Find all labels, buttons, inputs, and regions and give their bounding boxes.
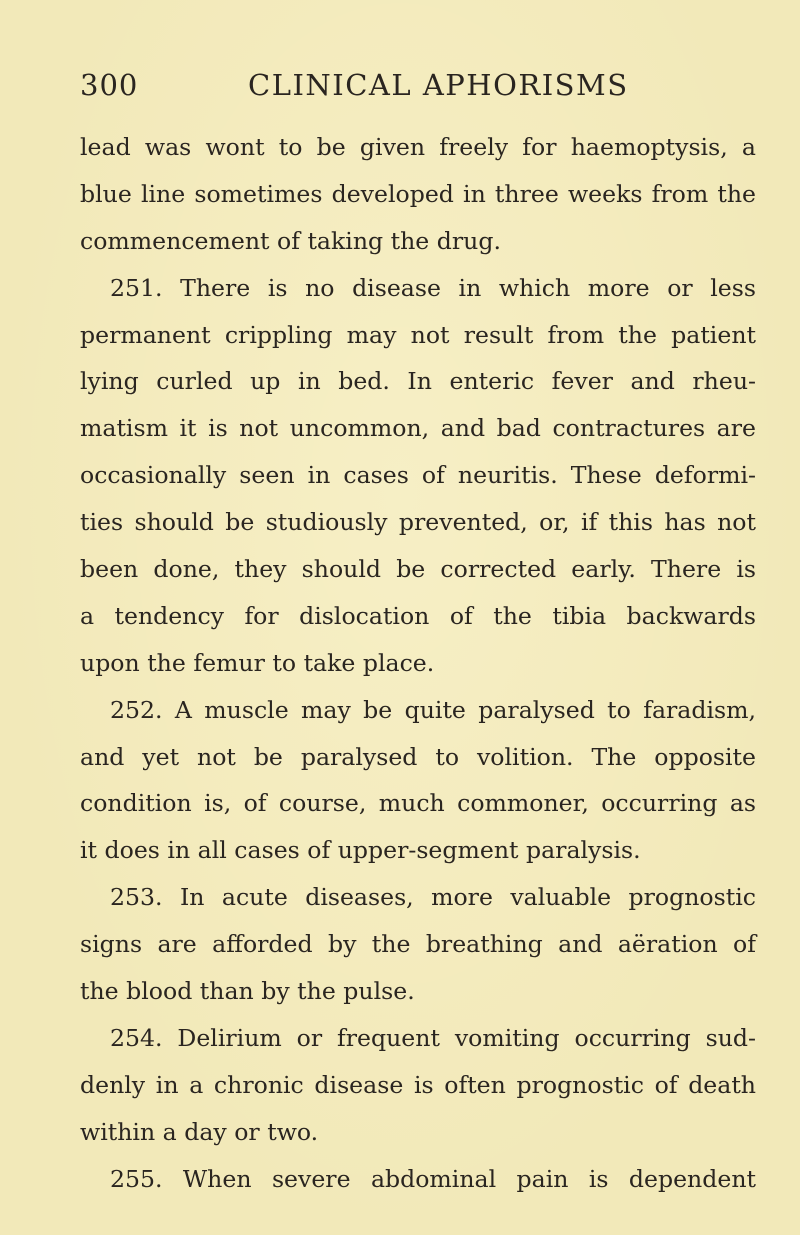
running-head xyxy=(80,68,740,108)
text-line: upon the femur to take place. xyxy=(80,648,435,677)
text-line: within a day or two. xyxy=(80,1117,319,1146)
text-line: matism it is not uncommon, and bad contractures are xyxy=(80,414,756,443)
text-line: condition is, of course, much commoner, occurring as xyxy=(80,789,756,818)
body-text xyxy=(80,124,756,1202)
text-line: lead was wont to be given freely for haemoptysis, a xyxy=(80,133,756,161)
aphorism-251-start: 251. There is no disease in which more or less xyxy=(110,273,756,302)
text-line: the blood than by the pulse. xyxy=(80,977,415,1006)
aphorism-255-start: 255. When severe abdominal pain is dependent xyxy=(110,1164,756,1193)
text-line: occasionally seen in cases of neuritis. These deformi- xyxy=(80,461,756,490)
aphorism-252-start: 252. A muscle may be quite paralysed to faradism, xyxy=(110,695,756,724)
text-line: blue line sometimes developed in three weeks from the xyxy=(80,179,756,208)
text-line: a tendency for dislocation of the tibia backwards xyxy=(80,601,756,630)
text-line: lying curled up in bed. In enteric fever and rheu- xyxy=(80,367,756,396)
text-line: it does in all cases of upper-segment paralysis. xyxy=(80,836,641,865)
text-line: and yet not be paralysed to volition. The opposite xyxy=(80,742,756,771)
running-title: CLINICAL APHORISMS xyxy=(248,68,629,102)
text-line: permanent crippling may not result from the patient xyxy=(80,320,756,349)
text-line: been done, they should be corrected early. There is xyxy=(80,555,756,584)
aphorism-254-start: 254. Delirium or frequent vomiting occurring sud- xyxy=(110,1023,756,1052)
page-number: 300 xyxy=(80,68,139,102)
text-line: ties should be studiously prevented, or, if this has not xyxy=(80,508,756,537)
text-line: denly in a chronic disease is often prognostic of death xyxy=(80,1070,756,1099)
text-line: signs are afforded by the breathing and aëration of xyxy=(80,930,756,959)
text-line: commencement of taking the drug. xyxy=(80,226,501,255)
aphorism-253-start: 253. In acute diseases, more valuable prognostic xyxy=(110,883,756,912)
